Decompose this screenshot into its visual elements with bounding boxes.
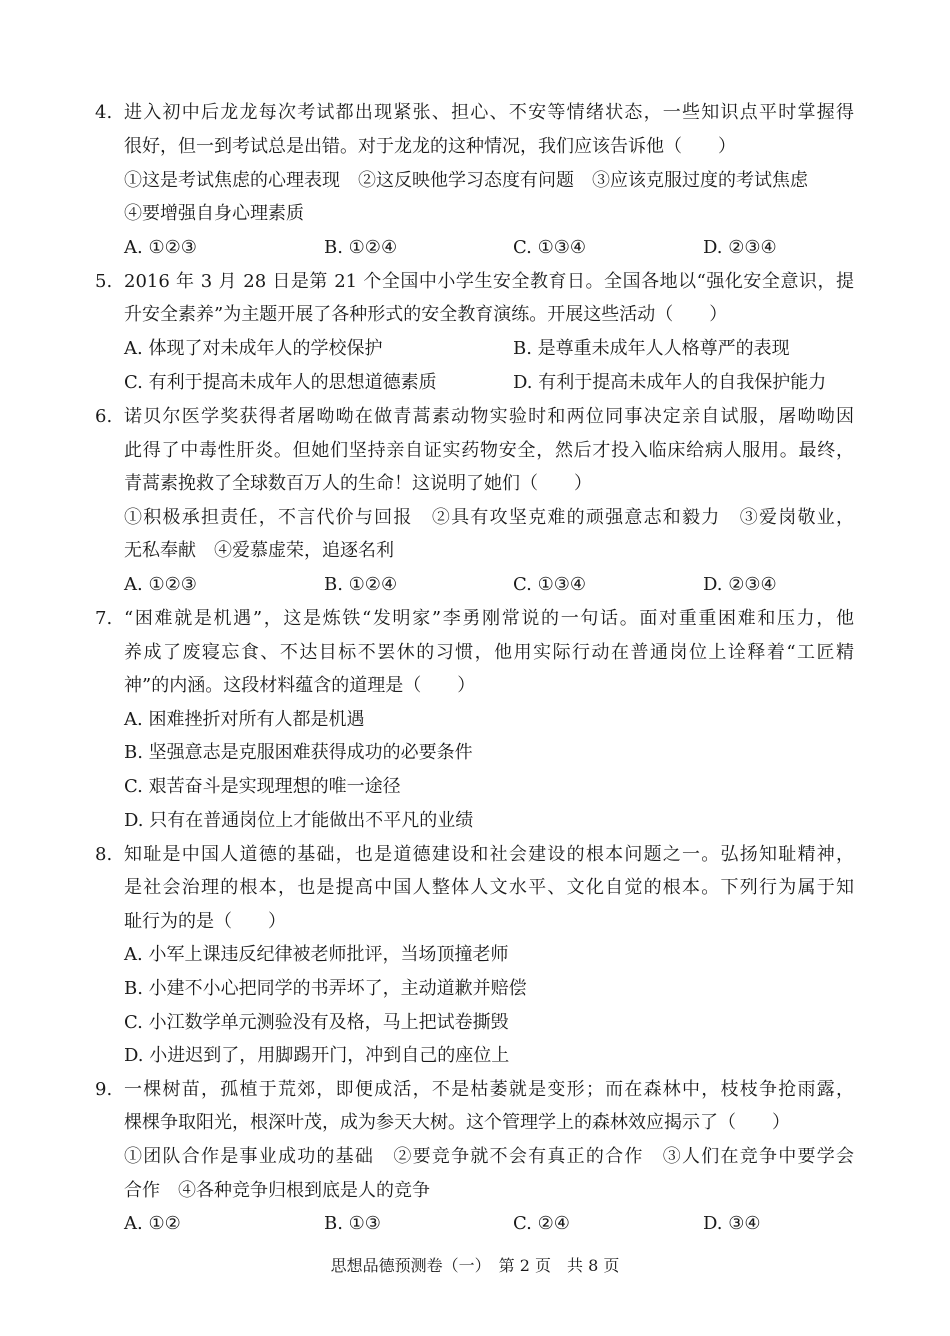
option-a: A. ①② [124,1213,181,1234]
question-item-line: ①这是考试焦虑的心理表现 ②这反映他学习态度有问题 ③应该克服过度的考试焦虑 [124,170,808,191]
option-c: C. ①③④ [513,574,586,595]
question-stem-line: 棵棵争取阳光，根深叶茂，成为参天大树。这个管理学上的森林效应揭示了（ ） [124,1112,790,1133]
question-stem-line: 进入初中后龙龙每次考试都出现紧张、担心、不安等情绪状态，一些知识点平时掌握得 [124,102,854,123]
question-number: 8. [95,844,113,865]
option-b: B. 是尊重未成年人人格尊严的表现 [513,338,790,359]
option-a: A. ①②③ [124,574,197,595]
question-number: 5. [95,271,113,292]
question-stem-line: 一棵树苗，孤植于荒郊，即便成活，不是枯萎就是变形；而在森林中，枝枝争抢雨露， [124,1079,854,1100]
option-b: B. 小建不小心把同学的书弄坏了，主动道歉并赔偿 [124,978,527,999]
page-footer: 思想品德预测卷（一） 第 2 页 共 8 页 [330,1256,620,1275]
question-stem-line: 知耻是中国人道德的基础，也是道德建设和社会建设的根本问题之一。弘扬知耻精神， [124,844,854,865]
question-stem-line: 神”的内涵。这段材料蕴含的道理是（ ） [124,675,476,696]
option-b: B. ①③ [324,1213,381,1234]
option-c: C. 有利于提高未成年人的思想道德素质 [124,372,437,393]
question-number: 9. [95,1079,113,1100]
option-c: C. ①③④ [513,237,586,258]
question-item-line: 合作 ④各种竞争归根到底是人的竞争 [124,1180,430,1201]
question-stem-line: 是社会治理的根本，也是提高中国人整体人文水平、文化自觉的根本。下列行为属于知 [124,877,854,898]
option-c: C. 艰苦奋斗是实现理想的唯一途径 [124,776,401,797]
option-d: D. 小进迟到了，用脚踢开门，冲到自己的座位上 [124,1045,510,1066]
question-stem-line: 耻行为的是（ ） [124,911,286,932]
option-d: D. 有利于提高未成年人的自我保护能力 [513,372,827,393]
option-a: A. 小军上课违反纪律被老师批评，当场顶撞老师 [124,944,509,965]
option-b: B. ①②④ [324,574,398,595]
option-d: D. ③④ [703,1213,761,1234]
question-stem-line: “困难就是机遇”，这是炼铁“发明家”李勇刚常说的一句话。面对重重困难和压力，他 [124,608,854,629]
question-number: 4. [95,102,113,123]
option-d: D. ②③④ [703,237,777,258]
question-stem-line: 诺贝尔医学奖获得者屠呦呦在做青蒿素动物实验时和两位同事决定亲自试服，屠呦呦因 [124,406,854,427]
question-stem-line: 青蒿素挽救了全球数百万人的生命！这说明了她们（ ） [124,473,592,494]
question-stem-line: 很好，但一到考试总是出错。对于龙龙的这种情况，我们应该告诉他（ ） [124,136,736,157]
question-item-line: ①积极承担责任，不言代价与回报 ②具有攻坚克难的顽强意志和毅力 ③爱岗敬业， [124,507,854,528]
option-a: A. ①②③ [124,237,197,258]
question-item-line: ①团队合作是事业成功的基础 ②要竞争就不会有真正的合作 ③人们在竞争中要学会 [124,1146,854,1167]
option-b: B. ①②④ [324,237,398,258]
question-item-line: ④要增强自身心理素质 [124,203,304,224]
option-c: C. 小江数学单元测验没有及格，马上把试卷撕毁 [124,1012,509,1033]
question-number: 7. [95,608,113,629]
question-item-line: 无私奉献 ④爱慕虚荣，追逐名利 [124,540,394,561]
question-stem-line: 此得了中毒性肝炎。但她们坚持亲自证实药物安全，然后才投入临床给病人服用。最终， [124,440,854,461]
question-stem-line: 升安全素养”为主题开展了各种形式的安全教育演练。开展这些活动（ ） [124,304,728,325]
question-number: 6. [95,406,113,427]
option-a: A. 困难挫折对所有人都是机遇 [124,709,365,730]
option-a: A. 体现了对未成年人的学校保护 [124,338,383,359]
option-d: D. ②③④ [703,574,777,595]
option-b: B. 坚强意志是克服困难获得成功的必要条件 [124,742,473,763]
question-stem-line: 养成了废寝忘食、不达目标不罢休的习惯，他用实际行动在普通岗位上诠释着“工匠精 [124,642,854,663]
option-d: D. 只有在普通岗位上才能做出不平凡的业绩 [124,810,474,831]
option-c: C. ②④ [513,1213,570,1234]
question-stem-line: 2016 年 3 月 28 日是第 21 个全国中小学生安全教育日。全国各地以“强化安全意识，提 [124,271,854,292]
